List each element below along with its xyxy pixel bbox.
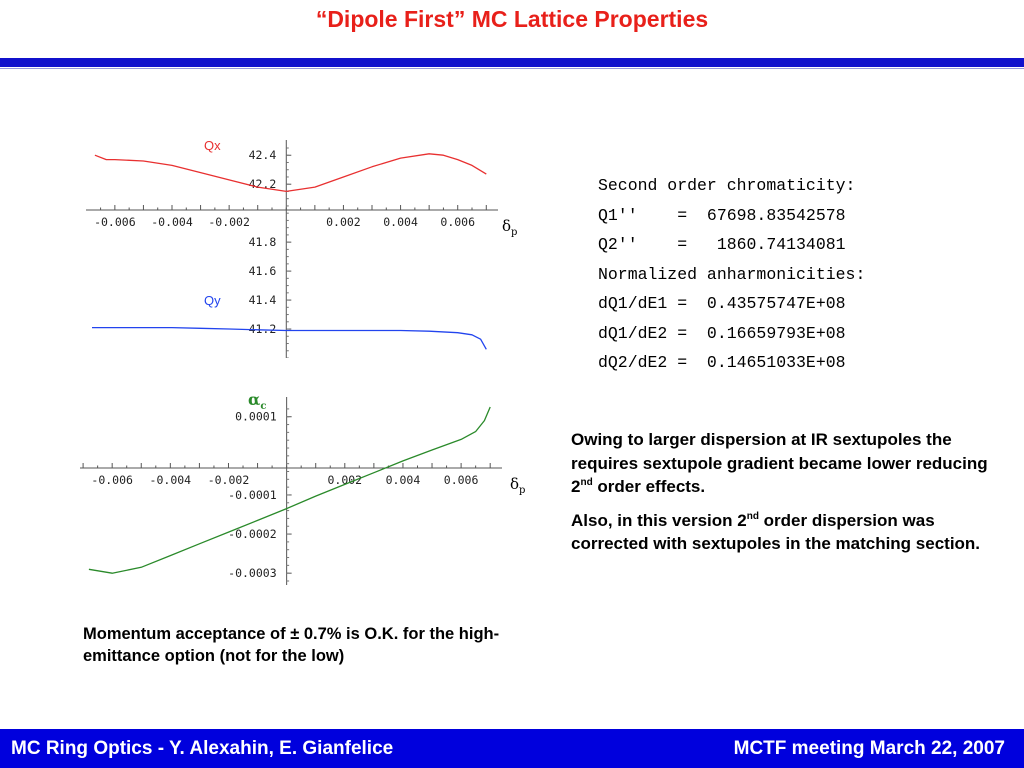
- chromaticity-line: Q2'' = 1860.74134081: [598, 235, 846, 254]
- header-bar: [0, 58, 1024, 67]
- footer-right-text: MCTF meeting March 22, 2007: [733, 738, 1005, 759]
- x-tick-label: 0.002: [327, 473, 363, 487]
- series-line: [95, 154, 486, 192]
- alpha-greek: α: [248, 390, 261, 409]
- delta-p-label-2: [510, 475, 525, 496]
- y-tick-label: 41.4: [248, 293, 277, 308]
- footer-bar: [0, 729, 1024, 768]
- chromaticity-line: dQ1/dE2 = 0.16659793E+08: [598, 323, 846, 343]
- y-tick-label: -0.0002: [228, 527, 277, 542]
- y-tick-label: 41.6: [248, 264, 277, 279]
- y-tick-label: 0.0001: [235, 409, 277, 424]
- series-line: [92, 328, 486, 350]
- chromaticity-line: dQ1/dE1 = 0.43575747E+08: [598, 294, 846, 313]
- delta-greek: δ: [502, 217, 512, 235]
- note-paragraph-1: Owing to larger dispersion at IR sextupoles the requires sextupole gradient became lower reducing 2nd order effects.: [571, 430, 988, 496]
- qx-series-label: Qx: [204, 138, 221, 153]
- header-divider: [0, 68, 1024, 69]
- qy-series-label: Qy: [204, 293, 221, 308]
- chromaticity-output: [598, 176, 865, 383]
- delta-sub: p: [511, 227, 518, 238]
- y-tick-label: 42.4: [248, 148, 277, 163]
- x-tick-label: -0.002: [208, 215, 250, 229]
- y-tick-label: -0.0001: [228, 487, 277, 502]
- x-tick-label: 0.006: [443, 473, 479, 487]
- notes-block: [571, 428, 991, 566]
- x-tick-label: -0.006: [91, 473, 133, 487]
- delta-greek-2: δ: [510, 475, 520, 493]
- x-tick-label: -0.006: [94, 215, 136, 229]
- series-line: [89, 407, 490, 573]
- chromaticity-line: Second order chromaticity:: [598, 176, 856, 195]
- x-tick-label: 0.006: [440, 215, 476, 229]
- x-tick-label: 0.002: [326, 215, 361, 229]
- x-tick-label: -0.004: [151, 215, 193, 229]
- tune-chart: [78, 128, 528, 358]
- y-tick-label: -0.0003: [228, 566, 277, 581]
- alpha-sub: c: [260, 401, 267, 412]
- momentum-compaction-chart: [76, 385, 528, 585]
- x-tick-label: -0.004: [149, 473, 192, 487]
- slide-title: “Dipole First” MC Lattice Properties: [315, 6, 709, 32]
- x-tick-label: 0.004: [385, 473, 421, 487]
- alpha-c-label: [248, 390, 266, 412]
- momentum-acceptance-note: Momentum acceptance of ± 0.7% is O.K. for the high-emittance option (not for the low): [83, 625, 500, 665]
- x-tick-label: 0.004: [383, 215, 418, 229]
- chromaticity-line: Normalized anharmonicities:: [598, 264, 866, 284]
- y-tick-label: 41.8: [248, 235, 277, 250]
- delta-p-label: [502, 217, 517, 238]
- footer-left-text: MC Ring Optics - Y. Alexahin, E. Gianfelice: [11, 738, 394, 759]
- delta-sub-2: p: [519, 485, 526, 496]
- x-tick-label: -0.002: [207, 473, 250, 487]
- note-paragraph-2: Also, in this version 2nd order dispersion was corrected with sextupoles in the matching section.: [571, 510, 981, 553]
- chromaticity-line: Q1'' = 67698.83542578: [598, 205, 846, 225]
- y-tick-label: 41.2: [248, 322, 277, 337]
- y-tick-label: 42.2: [248, 177, 277, 192]
- chromaticity-line: dQ2/dE2 = 0.14651033E+08: [598, 353, 846, 372]
